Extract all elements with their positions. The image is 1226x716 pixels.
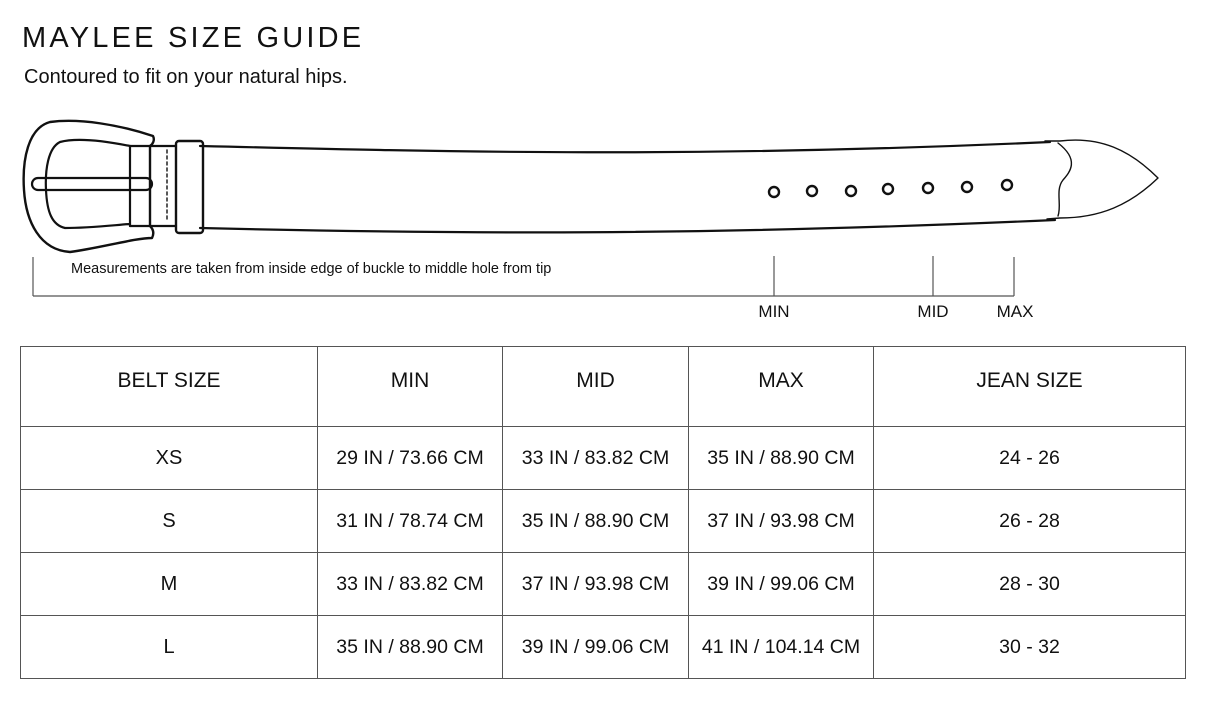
- marker-mid-label: MID: [917, 302, 949, 321]
- belt-illustration-icon: [0, 100, 1226, 330]
- max-cell: 35 IN / 88.90 CM: [689, 427, 874, 490]
- jean-size-cell: 30 - 32: [874, 616, 1186, 679]
- marker-min-label: MIN: [758, 302, 790, 321]
- max-cell: 37 IN / 93.98 CM: [689, 490, 874, 553]
- header-belt-size: BELT SIZE: [21, 347, 318, 427]
- table-row: [21, 616, 1186, 679]
- mid-cell: 39 IN / 99.06 CM: [503, 616, 689, 679]
- header-mid: MID: [503, 347, 689, 427]
- page-title: MAYLEE SIZE GUIDE: [22, 22, 365, 54]
- belt-size-cell: XS: [21, 427, 318, 490]
- belt-size-cell: S: [21, 490, 318, 553]
- page-subtitle: Contoured to fit on your natural hips.: [24, 66, 348, 88]
- jean-size-cell: 24 - 26: [874, 427, 1186, 490]
- header-max: MAX: [689, 347, 874, 427]
- max-cell: 39 IN / 99.06 CM: [689, 553, 874, 616]
- table-row: [21, 490, 1186, 553]
- header-min: MIN: [318, 347, 503, 427]
- measurement-note: Measurements are taken from inside edge of buckle to middle hole from tip: [71, 261, 552, 277]
- jean-size-cell: 28 - 30: [874, 553, 1186, 616]
- header-jean-size: JEAN SIZE: [874, 347, 1186, 427]
- jean-size-cell: 26 - 28: [874, 490, 1186, 553]
- belt-size-cell: L: [21, 616, 318, 679]
- mid-cell: 33 IN / 83.82 CM: [503, 427, 689, 490]
- table-row: [21, 553, 1186, 616]
- min-cell: 29 IN / 73.66 CM: [318, 427, 503, 490]
- size-table: [20, 346, 1186, 679]
- min-cell: 35 IN / 88.90 CM: [318, 616, 503, 679]
- table-row: [21, 427, 1186, 490]
- max-cell: 41 IN / 104.14 CM: [689, 616, 874, 679]
- marker-max-label: MAX: [996, 302, 1034, 321]
- min-cell: 31 IN / 78.74 CM: [318, 490, 503, 553]
- table-header-row: [21, 347, 1186, 427]
- mid-cell: 37 IN / 93.98 CM: [503, 553, 689, 616]
- belt-size-cell: M: [21, 553, 318, 616]
- mid-cell: 35 IN / 88.90 CM: [503, 490, 689, 553]
- min-cell: 33 IN / 83.82 CM: [318, 553, 503, 616]
